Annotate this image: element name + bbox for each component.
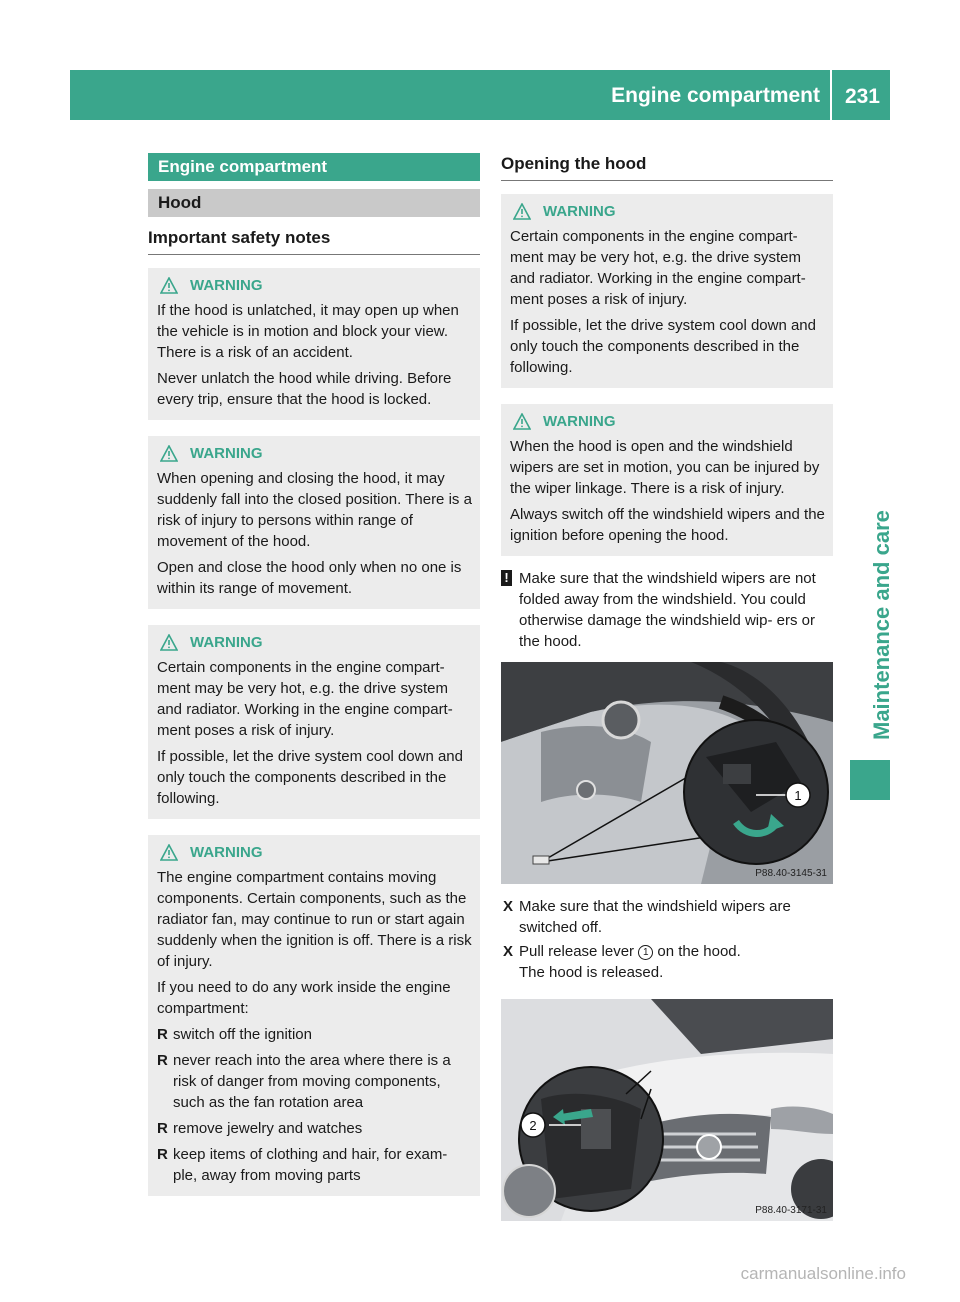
list-item [157, 1144, 472, 1186]
warning-text: If the hood is unlatched, it may open up when the vehicle is in motion and block your view. There is a risk of an accident. [157, 302, 459, 361]
list-item-text: switch off the ignition [173, 1026, 312, 1043]
step-result: The hood is released. [519, 964, 664, 981]
warning-box [148, 268, 480, 420]
dashboard-illustration [501, 662, 833, 884]
warning-heading [157, 444, 472, 464]
list-item [157, 1050, 472, 1113]
bullet-mark: R [157, 1026, 168, 1043]
list-item-text: keep items of clothing and hair, for exam- ple, away from moving parts [173, 1146, 448, 1184]
figure-release-lever [501, 662, 833, 884]
warning-heading [157, 276, 472, 296]
warning-title: WARNING [190, 634, 263, 651]
right-column [501, 153, 833, 1221]
bullet-mark: R [157, 1146, 168, 1163]
list-item [157, 1024, 472, 1045]
warning-text: Always switch off the windshield wipers and the ignition before opening the hood. [510, 506, 825, 544]
side-tab-marker [850, 760, 890, 800]
warning-title: WARNING [543, 203, 616, 220]
warning-text: Certain components in the engine compart- ment may be very hot, e.g. the drive system and radiator. Working in the engine compart- ment poses a risk of injury. [157, 659, 453, 739]
damage-note [501, 568, 833, 652]
warning-triangle-icon [160, 844, 178, 861]
car-front-illustration [501, 999, 833, 1221]
warning-text: If possible, let the drive system cool down and only touch the components described in the following. [157, 748, 463, 807]
callout-label: 2 [529, 1118, 537, 1133]
figure-hood-release [501, 999, 833, 1221]
section-title: Engine compartment [148, 153, 480, 181]
bullet-list [157, 1024, 472, 1186]
warning-triangle-icon [513, 413, 531, 430]
warning-triangle-icon [160, 277, 178, 294]
left-column [148, 153, 480, 1196]
warning-text: The engine compartment contains moving components. Certain components, such as the radiator fan, may continue to run or start again suddenly when the ignition is off. There is a risk of injury. [157, 869, 472, 970]
warning-text: Certain components in the engine compart- ment may be very hot, e.g. the drive system and radiator. Working in the engine compart- ment poses a risk of injury. [510, 228, 806, 308]
step-text: on the hood. [653, 943, 741, 960]
step-item [501, 941, 833, 983]
warning-title: WARNING [543, 413, 616, 430]
warning-box [148, 835, 480, 1196]
warning-heading [510, 202, 825, 222]
warning-heading [157, 843, 472, 863]
exclamation-icon: ! [501, 570, 512, 586]
page-number: 231 [844, 85, 880, 108]
warning-triangle-icon [160, 445, 178, 462]
figure-code: P88.40-3171-31 [755, 1205, 827, 1216]
footer-watermark: carmanualsonline.info [740, 1264, 906, 1283]
warning-text: When opening and closing the hood, it may suddenly fall into the closed position. There is a risk of injury to persons within range of movement of the hood. [157, 470, 472, 550]
bullet-mark: R [157, 1052, 168, 1069]
warning-triangle-icon [160, 634, 178, 651]
list-item-text: remove jewelry and watches [173, 1120, 363, 1137]
warning-text: Open and close the hood only when no one is within its range of movement. [157, 559, 462, 597]
side-tab [850, 130, 894, 750]
figure-code: P88.40-3145-31 [755, 868, 827, 879]
step-marker: X [503, 943, 514, 960]
step-marker: X [503, 898, 514, 915]
warning-title: WARNING [190, 844, 263, 861]
warning-heading [510, 412, 825, 432]
note-text: Make sure that the windshield wipers are not folded away from the windshield. You could otherwise damage the windshield wip- ers or the hood. [519, 570, 816, 650]
side-tab-label: Maintenance and care [869, 510, 894, 740]
warning-box [148, 625, 480, 819]
warning-box [148, 436, 480, 609]
header-bar [70, 70, 890, 120]
step-text: Make sure that the windshield wipers are switched off. [519, 898, 791, 936]
topic-title: Important safety notes [148, 227, 480, 255]
header-separator [830, 70, 832, 120]
warning-heading [157, 633, 472, 653]
callout-marker: 1 [638, 945, 653, 960]
topic-title: Opening the hood [501, 153, 833, 181]
warning-title: WARNING [190, 445, 263, 462]
list-item-text: never reach into the area where there is a risk of danger from moving components, such as the fan rotation area [173, 1052, 451, 1111]
list-item [157, 1118, 472, 1139]
bullet-mark: R [157, 1120, 168, 1137]
warning-box [501, 194, 833, 388]
warning-triangle-icon [513, 203, 531, 220]
warning-text: If you need to do any work inside the engine compartment: [157, 979, 451, 1017]
step-text: Pull release lever [519, 943, 639, 960]
warning-box [501, 404, 833, 556]
step-item [501, 896, 833, 938]
callout-label: 1 [794, 788, 802, 803]
steps [501, 896, 833, 983]
warning-text: Never unlatch the hood while driving. Before every trip, ensure that the hood is locked. [157, 370, 452, 408]
subsection-title: Hood [148, 189, 480, 217]
header-title: Engine compartment [611, 84, 820, 107]
warning-title: WARNING [190, 277, 263, 294]
warning-text: If possible, let the drive system cool down and only touch the components described in the following. [510, 317, 816, 376]
warning-text: When the hood is open and the windshield wipers are set in motion, you can be injured by the wiper linkage. There is a risk of injury. [510, 438, 820, 497]
